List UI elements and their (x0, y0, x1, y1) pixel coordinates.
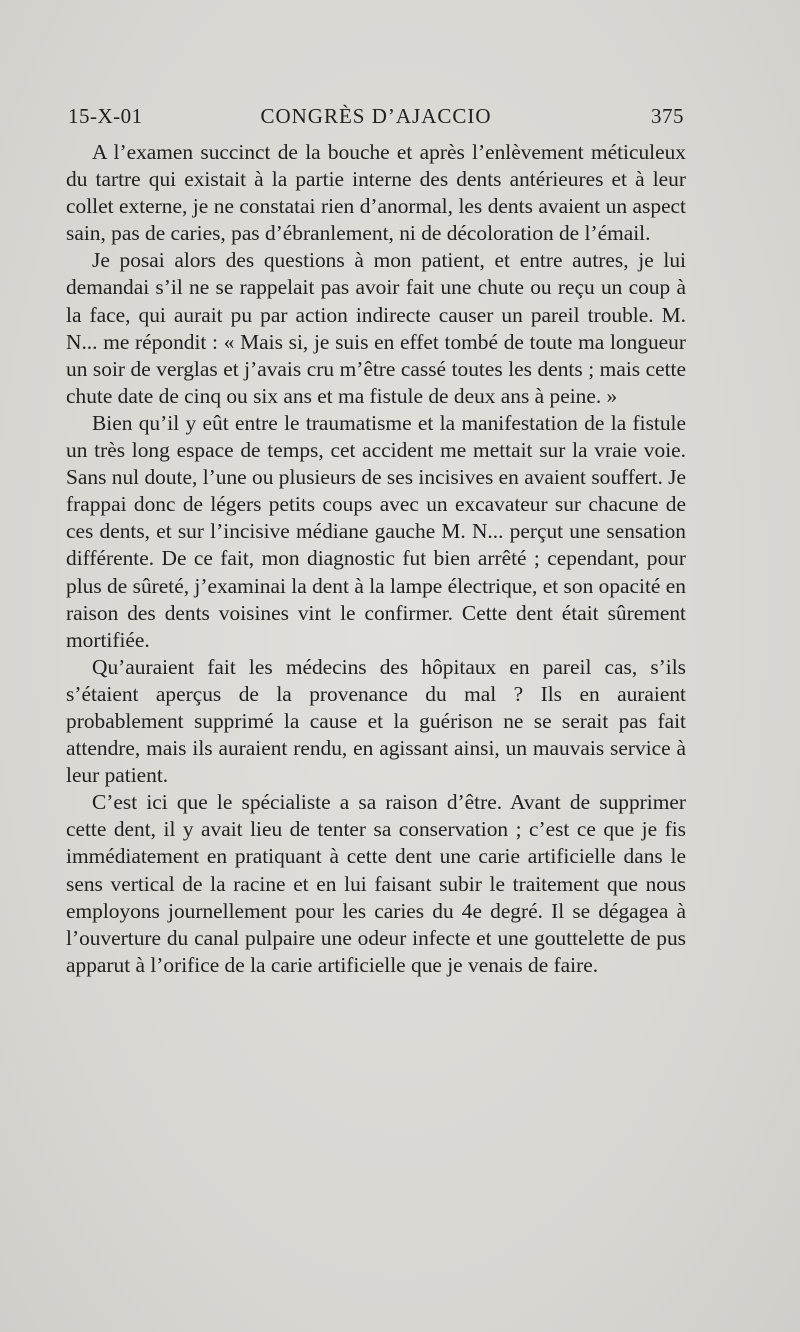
paragraph: Qu’auraient fait les médecins des hôpitaux en pareil cas, s’ils s’étaient aperçus de la provenance du mal ? Ils en auraient probablement supprimé la cause et la guérison ne se serait pas fait attendre, mais ils auraient rendu, en agissant ainsi, un mauvais service à leur patient. (66, 654, 686, 788)
page-title: CONGRÈS D’AJACCIO (260, 104, 492, 128)
paragraph: C’est ici que le spécialiste a sa raison d’être. Avant de supprimer cette dent, il y avait lieu de tenter sa conservation ; c’est ce que je fis immédiatement en pratiquant à cette dent une carie artificielle dans le sens vertical de la racine et en lui faisant subir le traitement que nous employons journellement pour les caries du 4e degré. Il se dégagea à l’ouverture du canal pulpaire une odeur infecte et une gouttelette de pus apparut à l’orifice de la carie artificielle que je venais de faire. (66, 790, 686, 977)
paragraph: A l’examen succinct de la bouche et après l’enlèvement méticuleux du tartre qui existait à la partie interne des dents antérieures et à leur collet externe, je ne constatai rien d’anormal, les dents avaient un aspect sain, pas de caries, pas d’ébranlement, ni de décoloration de l’émail. (66, 140, 686, 246)
paragraph: Bien qu’il y eût entre le traumatisme et la manifestation de la fistule un très long espace de temps, cet accident me mettait sur la vraie voie. Sans nul doute, l’une ou plusieurs de ses incisives en avaient souffert. Je frappai donc de légers petits coups avec un excavateur sur chacune de ces dents, et sur l’incisive médiane gauche M. N... perçut une sensation différente. De ce fait, mon diagnostic fut bien arrêté ; cependant, pour plus de sûreté, j’examinai la dent à la lampe électrique, et son opacité en raison des dents voisines vint le confirmer. Cette dent était sûrement mortifiée. (66, 410, 686, 652)
date-label: 15-X-01 (68, 104, 143, 128)
running-head (68, 104, 684, 136)
page-number: 375 (651, 104, 684, 128)
body-text (66, 139, 686, 979)
paragraph: Je posai alors des questions à mon patient, et entre autres, je lui demandai s’il ne se rappelait pas avoir fait une chute ou reçu un coup à la face, qui aurait pu par action indirecte causer un pareil trouble. M. N... me répondit : « Mais si, je suis en effet tombé de toute ma longueur un soir de verglas et j’avais cru m’être cassé toutes les dents ; mais cette chute date de cinq ou six ans et ma fistule de deux ans à peine. » (66, 248, 686, 408)
